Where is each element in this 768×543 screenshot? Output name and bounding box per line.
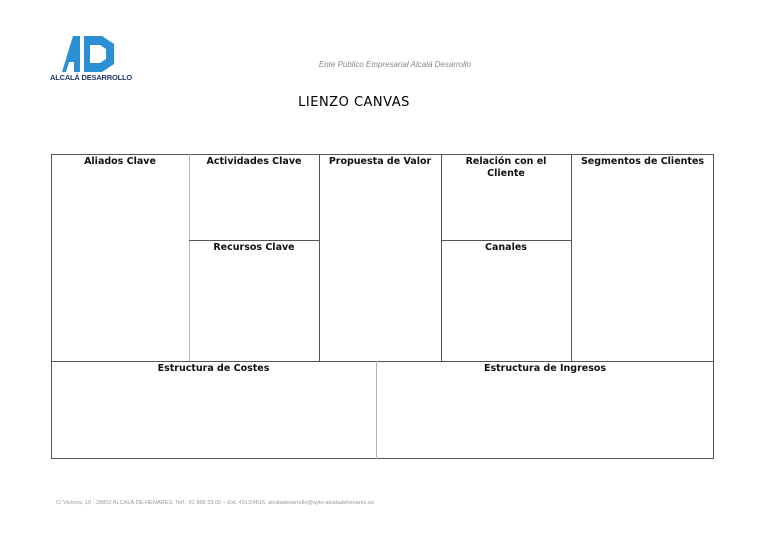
cell-title-estructura-costes: Estructura de Costes	[157, 363, 270, 374]
cell-actividades-clave[interactable]	[189, 154, 319, 240]
cell-title-aliados-clave: Aliados Clave	[84, 156, 156, 167]
business-model-canvas	[51, 154, 714, 459]
cell-estructura-costes[interactable]	[51, 361, 376, 459]
entity-subheader: Ente Público Empresarial Alcalá Desarrollo	[318, 60, 472, 69]
logo-text: ALCALÁ DESARROLLO	[50, 73, 133, 82]
cell-aliados-clave[interactable]	[51, 154, 189, 361]
cell-recursos-clave[interactable]	[189, 240, 319, 361]
cell-title-estructura-ingresos: Estructura de Ingresos	[483, 363, 607, 374]
page-title: LIENZO CANVAS	[298, 95, 410, 110]
cell-canales[interactable]	[441, 240, 571, 361]
cell-title-relacion-cliente: Relación con el Cliente	[465, 156, 547, 179]
cell-relacion-cliente[interactable]	[441, 154, 571, 240]
cell-title-segmentos-clientes: Segmentos de Clientes	[580, 156, 705, 167]
footer-address: C/ Victoria, 10 - 28802 ALCALÁ DE HENARES. Telf.: 91 888 33 00 – Ext. 4313/4616. alcaladesarrollo@ayto-alcaladehenares.es	[56, 500, 374, 506]
cell-segmentos-clientes[interactable]	[571, 154, 714, 361]
cell-title-actividades-clave: Actividades Clave	[206, 156, 302, 167]
cell-estructura-ingresos[interactable]	[376, 361, 714, 459]
ad-logo-icon	[62, 36, 122, 72]
cell-title-canales: Canales	[485, 242, 527, 253]
cell-title-recursos-clave: Recursos Clave	[213, 242, 295, 253]
alcala-desarrollo-logo	[50, 36, 132, 86]
cell-title-propuesta-valor: Propuesta de Valor	[328, 156, 432, 167]
cell-propuesta-valor[interactable]	[319, 154, 441, 361]
